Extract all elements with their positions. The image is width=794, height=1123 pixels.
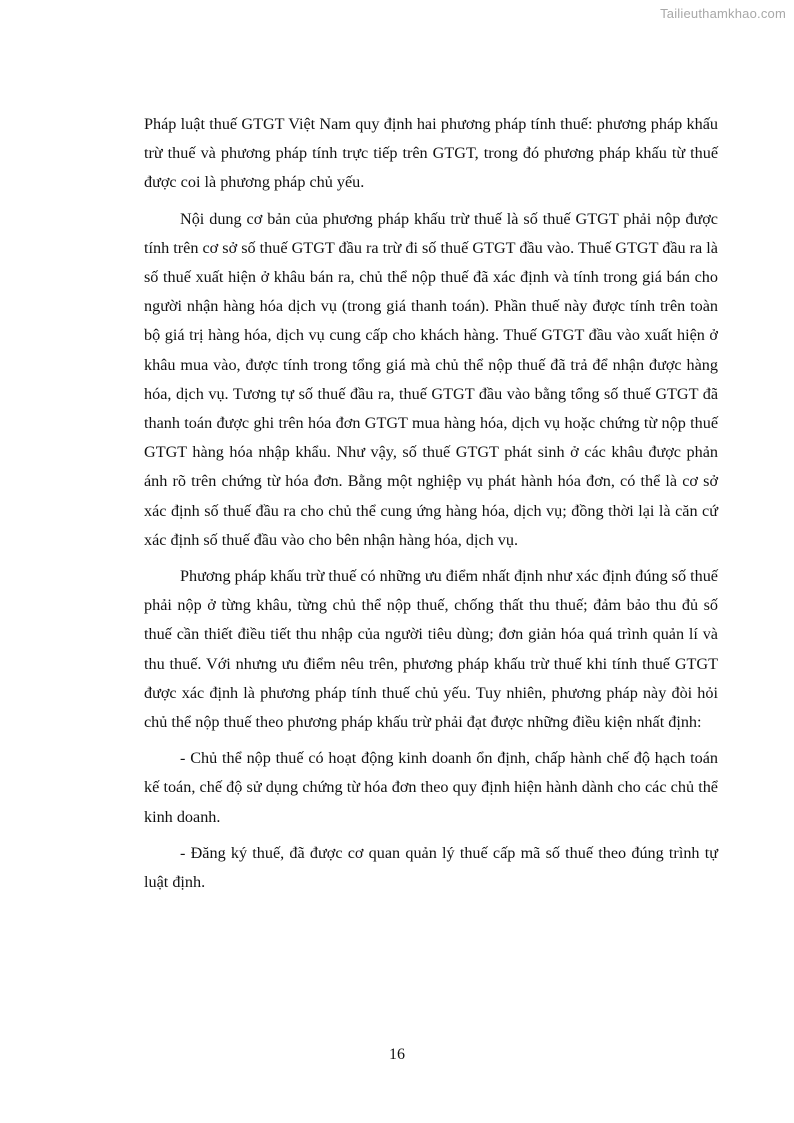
paragraph-5: - Đăng ký thuế, đã được cơ quan quản lý thuế cấp mã số thuế theo đúng trình tự luật định.	[144, 843, 718, 892]
paragraph-1: Pháp luật thuế GTGT Việt Nam quy định hai phương pháp tính thuế: phương pháp khấu trừ thuế và phương pháp tính trực tiếp trên GTGT, trong đó phương pháp khấu từ thuế được coi là phương pháp chủ yếu.	[144, 115, 718, 192]
paragraph-3: Phương pháp khấu trừ thuế có những ưu điểm nhất định như xác định đúng số thuế phải nộp ở từng khâu, từng chủ thể nộp thuế, chống thất thu thuế; đảm bảo thu đủ số thuế cần thiết điều tiết thu nhập của người tiêu dùng; đơn giản hóa quá trình quản lí và thu thuế. Với nhưng ưu điểm nêu trên, phương pháp khấu trừ thuế khi tính thuế GTGT được xác định là phương pháp tính thuế chủ yếu. Tuy nhiên, phương pháp này đòi hỏi chủ thể nộp thuế theo phương pháp khấu trừ phải đạt được những điều kiện nhất định:	[144, 567, 718, 732]
watermark-text: Tailieuthamkhao.com	[660, 6, 786, 21]
paragraph-2: Nội dung cơ bản của phương pháp khấu trừ thuế là số thuế GTGT phải nộp được tính trên cơ sở số thuế GTGT đầu ra trừ đi số thuế GTGT đầu vào. Thuế GTGT đầu ra là số thuế xuất hiện ở khâu bán ra, chủ thể nộp thuế đã xác định và tính trong giá bán cho người nhận hàng hóa dịch vụ (trong giá thanh toán). Phần thuế này được tính trên toàn bộ giá trị hàng hóa, dịch vụ cung cấp cho khách hàng. Thuế GTGT đầu vào xuất hiện ở khâu mua vào, được tính trong tổng giá mà chủ thể nộp thuế đã trả để nhận được hàng hóa, dịch vụ. Tương tự số thuế đầu ra, thuế GTGT đầu vào bằng tổng số thuế GTGT đã thanh toán được ghi trên hóa đơn GTGT mua hàng hóa, dịch vụ hoặc chứng từ nộp thuế GTGT hàng hóa nhập khẩu. Như vậy, số thuế GTGT phát sinh ở các khâu được phản ánh rõ trên chứng từ hóa đơn. Bằng một nghiệp vụ phát hành hóa đơn, có thể là cơ sở xác định số thuế đầu ra cho chủ thể cung ứng hàng hóa, dịch vụ; đồng thời lại là căn cứ xác định số thuế đầu vào cho bên nhận hàng hóa, dịch vụ.	[144, 209, 718, 549]
page-number: 16	[389, 1046, 405, 1063]
paragraph-4: - Chủ thể nộp thuế có hoạt động kinh doanh ổn định, chấp hành chế độ hạch toán kế toán, chế độ sử dụng chứng từ hóa đơn theo quy định hiện hành dành cho các chủ thể kinh doanh.	[144, 749, 718, 826]
document-body	[144, 110, 718, 904]
